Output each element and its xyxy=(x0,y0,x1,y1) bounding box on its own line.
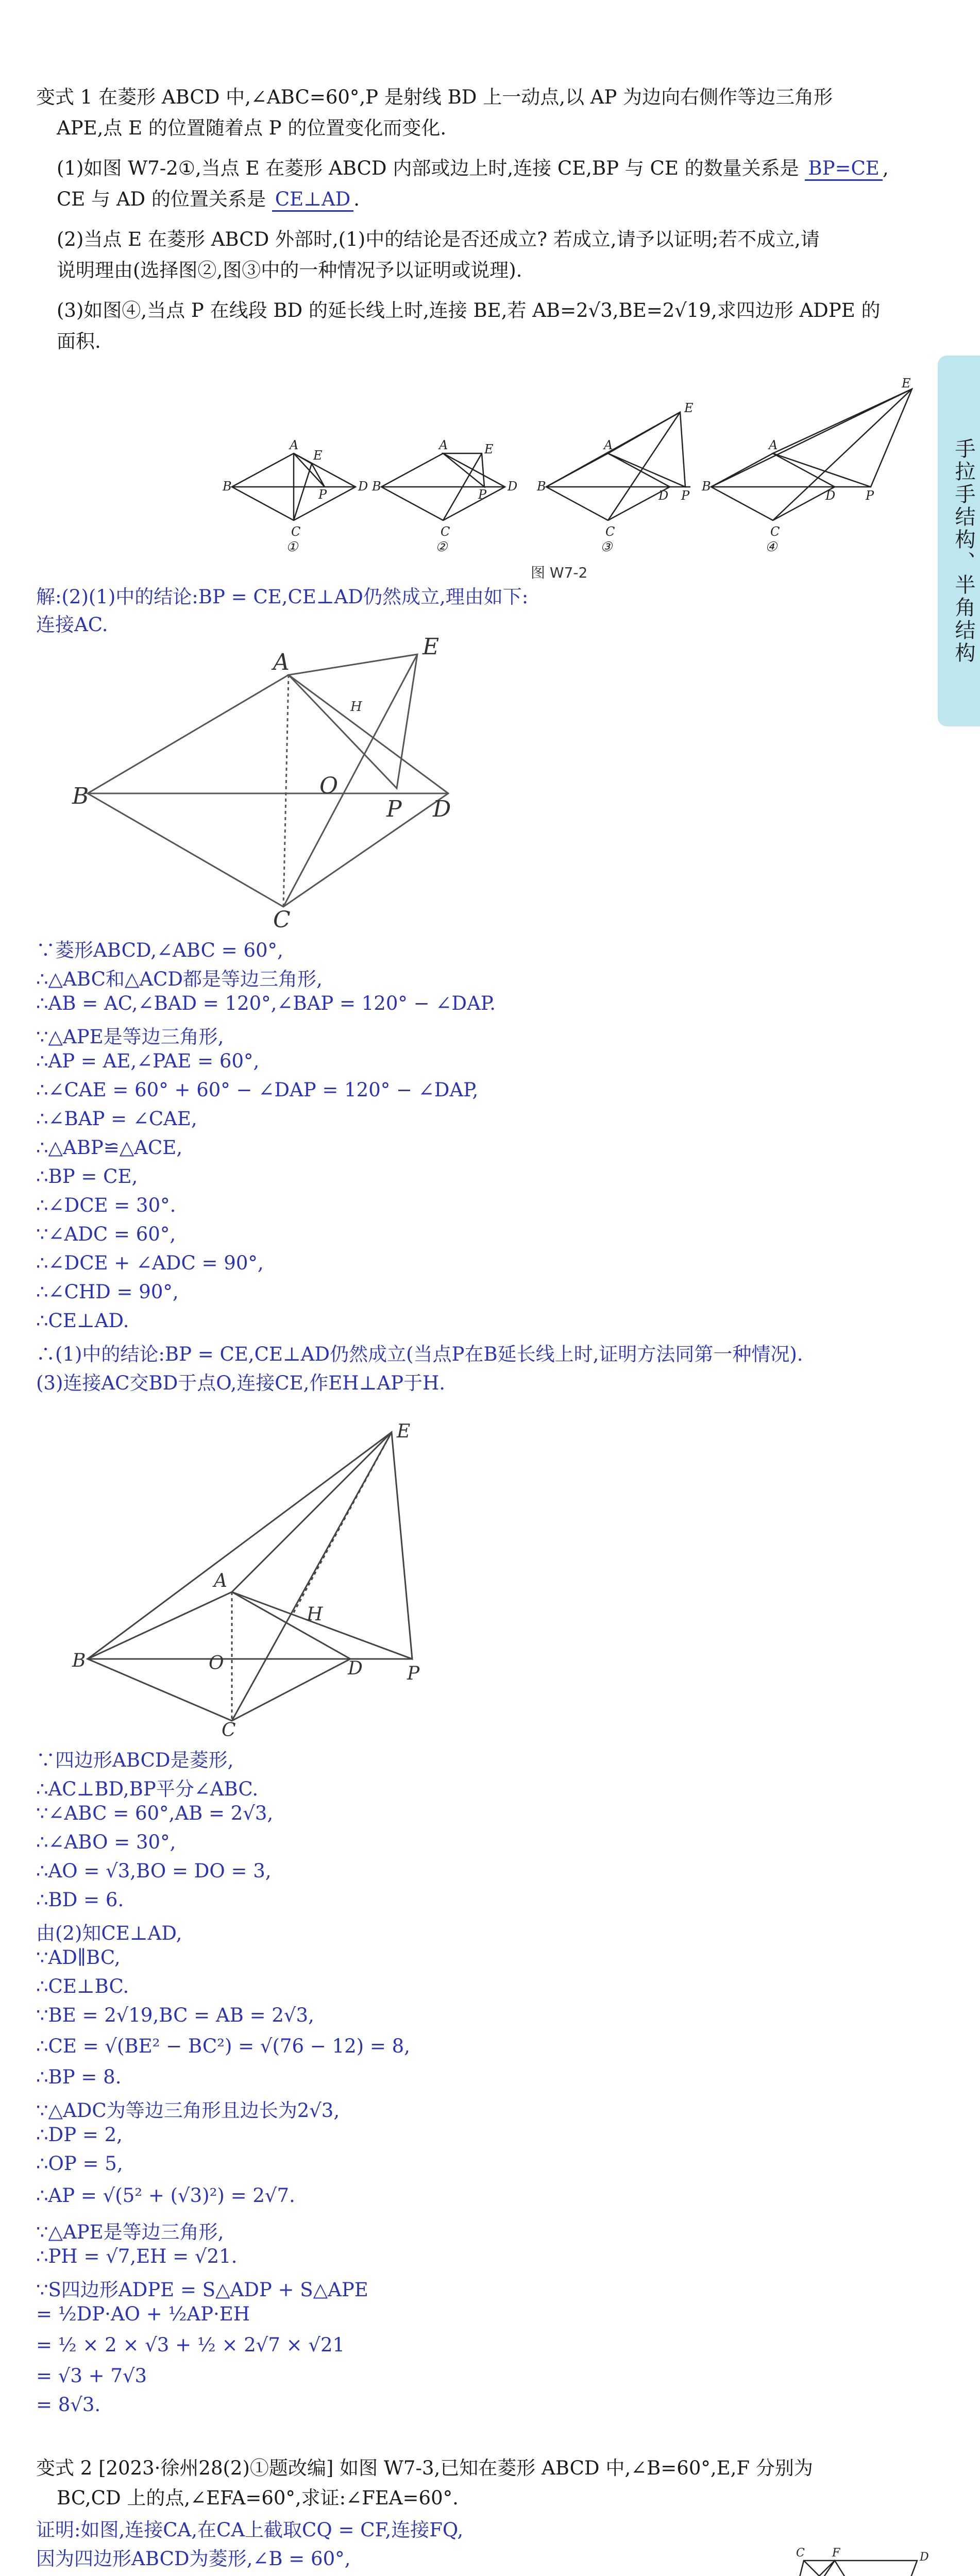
svg-text:B: B xyxy=(72,783,89,809)
solution-3-step: = ½DP·AO + ½AP·EH xyxy=(36,2303,250,2325)
svg-text:A: A xyxy=(769,438,778,452)
svg-text:A: A xyxy=(604,438,613,452)
svg-text:B: B xyxy=(372,479,381,494)
solution-2-step: ∴AP = AE,∠PAE = 60°, xyxy=(36,1050,260,1072)
solution-3-step: = 8√3. xyxy=(36,2394,101,2416)
svg-text:P: P xyxy=(681,488,690,503)
svg-text:P: P xyxy=(318,487,327,502)
solution-3-step: ∴BP = 8. xyxy=(36,2066,122,2088)
svg-text:D: D xyxy=(508,479,518,494)
solution-3-step: ∴CE⊥BC. xyxy=(36,1975,129,1997)
figure-w7-2-caption: 图 W7-2 xyxy=(531,564,588,581)
svg-text:B: B xyxy=(72,1650,86,1671)
figure-solution-2 xyxy=(72,634,489,933)
svg-text:A: A xyxy=(290,438,299,452)
svg-text:O: O xyxy=(209,1653,224,1674)
svg-text:F: F xyxy=(832,2547,840,2560)
solution-2-step: ∵菱形ABCD,∠ABC = 60°, xyxy=(36,939,283,961)
fig-label-1: ① xyxy=(286,539,298,555)
svg-text:O: O xyxy=(319,773,339,799)
svg-text:B: B xyxy=(537,479,546,494)
svg-text:C: C xyxy=(605,524,615,539)
solution-3-step: ∵∠ABC = 60°,AB = 2√3, xyxy=(36,1802,274,1824)
solution-3-step: = ½ × 2 × √3 + ½ × 2√7 × √21 xyxy=(36,2334,345,2356)
solution-3-step: ∴OP = 5, xyxy=(36,2153,123,2175)
problem-1-line-4: CE 与 AD 的位置关系是 CE⊥AD . xyxy=(57,183,360,211)
solution-2-step: ∴AB = AC,∠BAD = 120°,∠BAP = 120° − ∠DAP. xyxy=(36,992,496,1014)
solution-3-step: = √3 + 7√3 xyxy=(36,2365,147,2387)
svg-text:C: C xyxy=(770,524,780,539)
svg-text:P: P xyxy=(407,1663,420,1684)
svg-text:C: C xyxy=(273,907,291,933)
problem-1-line-2: APE,点 E 的位置随着点 P 的位置变化而变化. xyxy=(57,117,447,139)
svg-text:H: H xyxy=(350,699,362,715)
proof-line: 因为四边形ABCD为菱形,∠B = 60°, xyxy=(36,2548,351,2570)
svg-text:E: E xyxy=(423,634,440,660)
svg-text:A: A xyxy=(439,438,448,452)
problem-1-line-8: 面积. xyxy=(57,330,101,352)
solution-2-step: ∴∠DCE + ∠ADC = 90°, xyxy=(36,1252,264,1274)
svg-text:D: D xyxy=(658,488,669,503)
figure-solution-3 xyxy=(72,1421,448,1741)
solution-2-step: ∴BP = CE, xyxy=(36,1165,138,1188)
svg-text:C: C xyxy=(796,2547,805,2560)
side-tab xyxy=(938,355,980,726)
svg-text:A: A xyxy=(273,649,290,675)
solution-2-step: ∵∠ADC = 60°, xyxy=(36,1223,176,1245)
svg-text:C: C xyxy=(291,524,301,539)
svg-text:E: E xyxy=(684,401,694,415)
solution-2-intro-2: 连接AC. xyxy=(36,614,108,636)
svg-text:B: B xyxy=(702,479,711,494)
svg-text:D: D xyxy=(358,479,368,494)
svg-text:E: E xyxy=(902,376,911,391)
solution-3-step: ∵AD∥BC, xyxy=(36,1946,121,1969)
solution-2-step: ∴△ABP≌△ACE, xyxy=(36,1137,183,1159)
problem-1-line-7: (3)如图④,当点 P 在线段 BD 的延长线上时,连接 BE,若 AB=2√3,BE=2√19,求四边形 ADPE 的 xyxy=(57,299,881,321)
solution-2-step: ∴△ABC和△ACD都是等边三角形, xyxy=(36,968,323,990)
svg-text:P: P xyxy=(478,487,487,502)
svg-text:D: D xyxy=(348,1658,363,1679)
answer-ce-ad: CE⊥AD xyxy=(272,188,354,212)
solution-3-step: ∴DP = 2, xyxy=(36,2124,123,2146)
fig-label-2: ② xyxy=(435,539,448,555)
svg-text:H: H xyxy=(307,1604,323,1625)
problem-2-line-2: BC,CD 上的点,∠EFA=60°,求证:∠FEA=60°. xyxy=(57,2487,459,2509)
solution-2-step: ∴(1)中的结论:BP = CE,CE⊥AD仍然成立(当点P在B延长线上时,证明方法同第一种情况). xyxy=(36,1343,803,1365)
answer-bp-ce: BP=CE xyxy=(805,157,882,181)
solution-2-step: ∴∠BAP = ∠CAE, xyxy=(36,1108,197,1130)
solution-2-intro-1: 解:(2)(1)中的结论:BP = CE,CE⊥AD仍然成立,理由如下: xyxy=(36,586,529,608)
side-tab-label: 手拉手结构、半角结构 xyxy=(952,438,975,665)
svg-text:B: B xyxy=(223,479,232,494)
solution-2-step: ∴CE⊥AD. xyxy=(36,1310,129,1332)
solution-3-step: ∴AO = √3,BO = DO = 3, xyxy=(36,1860,272,1882)
problem-2-line-1: 变式 2 [2023·徐州28(2)①题改编] 如图 W7-3,已知在菱形 ABCD 中,∠B=60°,E,F 分别为 xyxy=(36,2457,813,2479)
solution-3-step: ∵BE = 2√19,BC = AB = 2√3, xyxy=(36,2004,314,2026)
problem-1-line-5: (2)当点 E 在菱形 ABCD 外部时,(1)中的结论是否还成立? 若成立,请予以证明;若不成立,请 xyxy=(57,228,820,250)
solution-3-step: ∵四边形ABCD是菱形, xyxy=(36,1749,234,1771)
svg-text:A: A xyxy=(214,1570,227,1591)
problem-1-line-6: 说明理由(选择图②,图③中的一种情况予以证明或说理). xyxy=(57,259,522,281)
svg-text:C: C xyxy=(441,524,450,539)
svg-text:D: D xyxy=(920,2551,929,2564)
solution-2-step: (3)连接AC交BD于点O,连接CE,作EH⊥AP于H. xyxy=(36,1372,446,1394)
svg-text:E: E xyxy=(397,1421,411,1442)
svg-text:E: E xyxy=(313,448,323,463)
svg-text:E: E xyxy=(484,442,494,456)
proof-line: 证明:如图,连接CA,在CA上截取CQ = CF,连接FQ, xyxy=(36,2519,464,2541)
solution-3-step: ∴BD = 6. xyxy=(36,1889,124,1911)
solution-2-step: ∵△APE是等边三角形, xyxy=(36,1026,224,1048)
solution-3-step: ∴AC⊥BD,BP平分∠ABC. xyxy=(36,1778,259,1800)
solution-2-step: ∴∠DCE = 30°. xyxy=(36,1194,176,1216)
fig-label-4: ④ xyxy=(765,539,778,555)
figure-w7-3 xyxy=(773,2540,943,2576)
svg-text:P: P xyxy=(866,488,874,503)
solution-2-step: ∴∠CAE = 60° + 60° − ∠DAP = 120° − ∠DAP, xyxy=(36,1079,479,1101)
solution-3-step: ∵△ADC为等边三角形且边长为2√3, xyxy=(36,2099,340,2122)
svg-text:P: P xyxy=(386,796,402,822)
problem-1-line-1: 变式 1 在菱形 ABCD 中,∠ABC=60°,P 是射线 BD 上一动点,以 AP 为边向右侧作等边三角形 xyxy=(36,86,833,108)
solution-3-step: ∵△APE是等边三角形, xyxy=(36,2221,224,2243)
solution-2-step: ∴∠CHD = 90°, xyxy=(36,1281,179,1303)
solution-3-step: ∵S四边形ADPE = S△ADP + S△APE xyxy=(36,2279,368,2301)
solution-3-step: 由(2)知CE⊥AD, xyxy=(36,1922,182,1944)
solution-3-step: ∴∠ABO = 30°, xyxy=(36,1831,176,1853)
fig-label-3: ③ xyxy=(600,539,613,555)
problem-1-line-3: (1)如图 W7-2①,当点 E 在菱形 ABCD 内部或边上时,连接 CE,BP 与 CE 的数量关系是 BP=CE , xyxy=(57,152,889,180)
proof-line xyxy=(36,2572,429,2576)
svg-text:D: D xyxy=(433,796,451,822)
svg-text:D: D xyxy=(825,488,836,503)
solution-3-step: ∴AP = √(5² + (√3)²) = 2√7. xyxy=(36,2184,295,2207)
solution-3-step: ∴CE = √(BE² − BC²) = √(76 − 12) = 8, xyxy=(36,2035,410,2057)
svg-text:C: C xyxy=(222,1720,236,1741)
solution-3-step: ∴PH = √7,EH = √21. xyxy=(36,2245,238,2267)
